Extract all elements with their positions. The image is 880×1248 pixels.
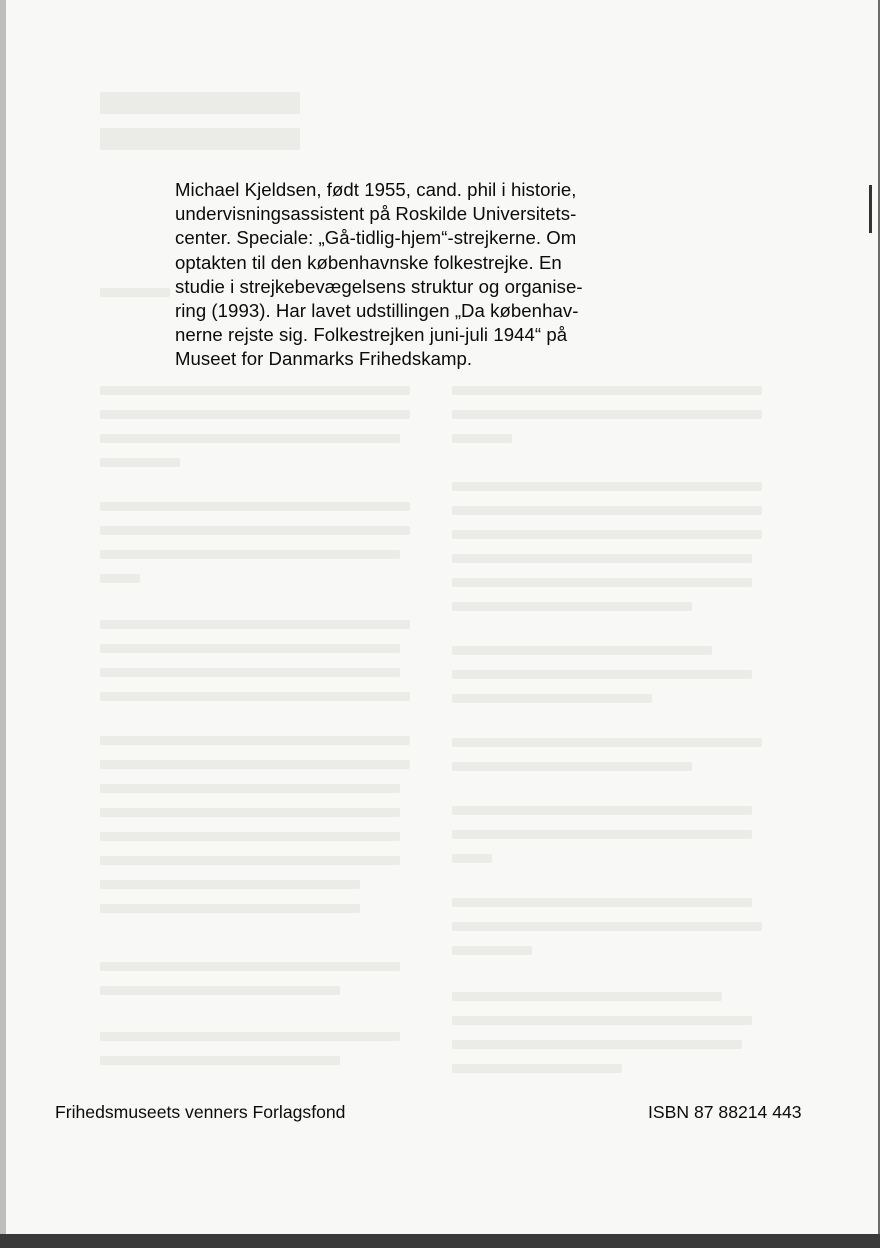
isbn-number: ISBN 87 88214 443 — [648, 1102, 802, 1122]
publisher-name: Frihedsmuseets venners Forlagsfond — [55, 1102, 346, 1122]
author-bio-line: undervisningsassistent på Roskilde Universitets- — [175, 203, 577, 225]
author-bio-line: nerne rejste sig. Folkestrejken juni-juli 1944“ på — [175, 324, 568, 346]
scan-bottom-edge — [0, 1234, 880, 1248]
author-bio-line: studie i strejkebevægelsens struktur og organise- — [175, 275, 583, 297]
scan-spine-mark — [869, 185, 872, 233]
author-bio-line: center. Speciale: „Gå-tidlig-hjem“-strejkerne. Om — [175, 227, 577, 249]
author-bio-line: optakten til den københavnske folkestrejke. En — [175, 251, 562, 273]
scan-left-edge — [0, 0, 6, 1234]
author-bio — [175, 178, 735, 372]
author-bio-line: Museet for Danmarks Frihedskamp. — [175, 348, 473, 370]
author-bio-line: ring (1993). Har lavet udstillingen „Da københav- — [175, 300, 579, 322]
author-bio-line: Michael Kjeldsen, født 1955, cand. phil i historie, — [175, 179, 577, 200]
